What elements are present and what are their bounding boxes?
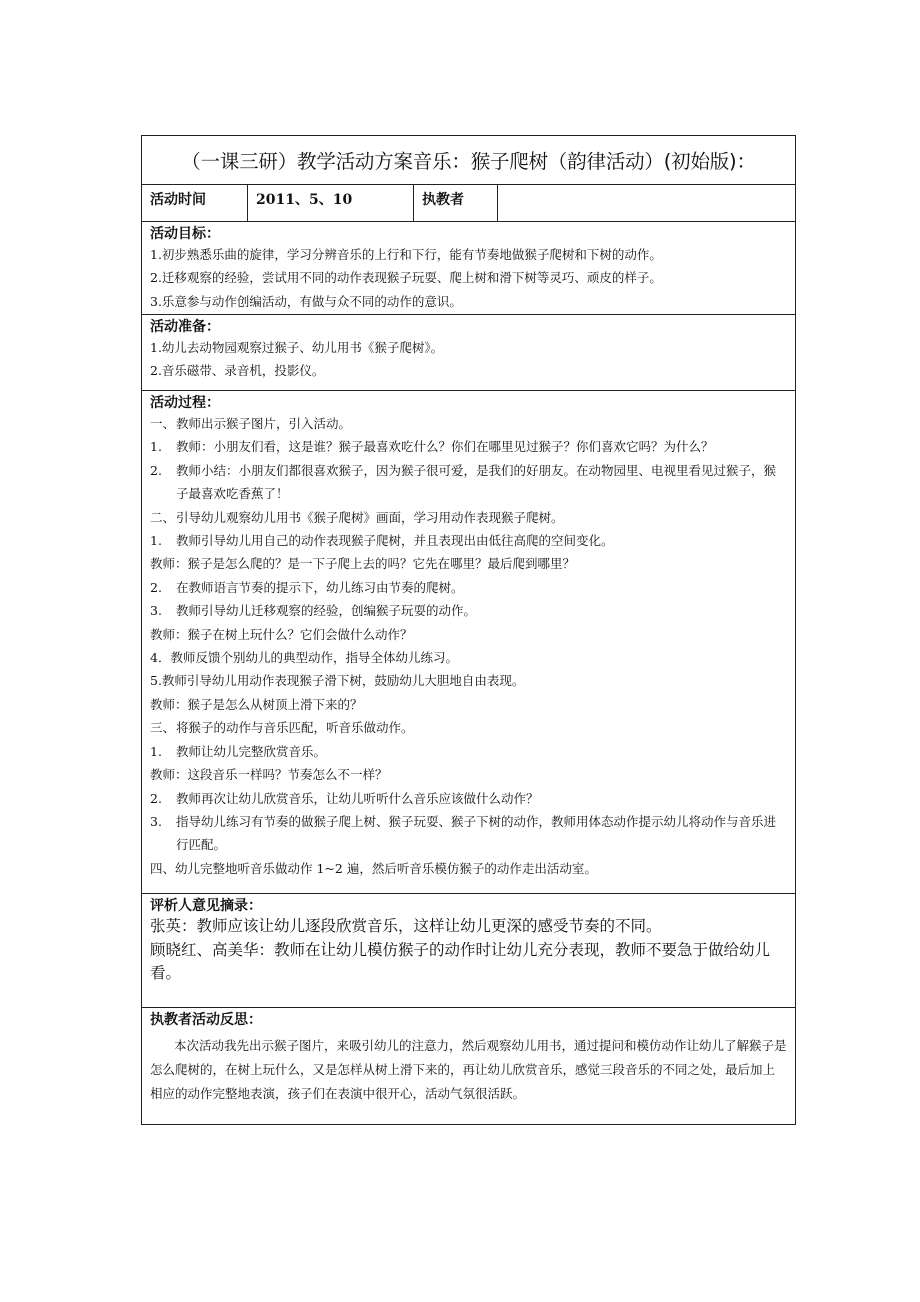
process-line: 5.教师引导幼儿用动作表现猴子滑下树，鼓励幼儿大胆地自由表现。 bbox=[150, 673, 525, 689]
process-line-text: 将猴子的动作与音乐匹配，听音乐做动作。 bbox=[176, 720, 414, 736]
process-line bbox=[150, 459, 787, 506]
comments-section bbox=[142, 894, 795, 1008]
prep-heading: 活动准备： bbox=[150, 319, 220, 335]
process-line-num: 2. bbox=[150, 462, 162, 478]
process-line-text: 在教师语言节奏的提示下，幼儿练习由节奏的爬树。 bbox=[176, 579, 464, 595]
process-line-text: 教师让幼儿完整欣赏音乐。 bbox=[176, 743, 327, 759]
process-line bbox=[150, 576, 787, 599]
process-line: 教师：猴子是怎么从树顶上滑下来的？ bbox=[150, 696, 363, 712]
process-line bbox=[150, 529, 787, 552]
comment-item: 张英：教师应该让幼儿逐段欣赏音乐，这样让幼儿更深的感受节奏的不同。 bbox=[150, 917, 662, 935]
process-line bbox=[150, 435, 787, 458]
teacher-value bbox=[498, 185, 795, 221]
process-line bbox=[150, 787, 787, 810]
process-line: 教师：猴子是怎么爬的？是一下子爬上去的吗？它先在哪里？最后爬到哪里？ bbox=[150, 556, 576, 572]
process-line-num: 2. bbox=[150, 579, 162, 595]
time-label: 活动时间 bbox=[142, 185, 248, 221]
time-value: 2011、5、10 bbox=[248, 185, 414, 221]
goals-heading: 活动目标： bbox=[150, 226, 220, 242]
prep-item: 2.音乐磁带、录音机，投影仪。 bbox=[150, 363, 325, 379]
goal-item: 1.初步熟悉乐曲的旋律，学习分辨音乐的上行和下行，能有节奏地做猴子爬树和下树的动作。 bbox=[150, 247, 662, 262]
process-line: 四、幼儿完整地听音乐做动作 1~2 遍，然后听音乐模仿猴子的动作走出活动室。 bbox=[150, 860, 597, 876]
process-line-num: 2. bbox=[150, 790, 162, 806]
goals-section bbox=[142, 222, 795, 315]
process-line-num: 三、 bbox=[150, 720, 176, 736]
process-line bbox=[150, 740, 787, 763]
process-line bbox=[150, 412, 787, 435]
process-line: 教师：这段音乐一样吗？节奏怎么不一样？ bbox=[150, 767, 388, 783]
goal-item: 2.迁移观察的经验，尝试用不同的动作表现猴子玩耍、爬上树和滑下树等灵巧、顽皮的样子。 bbox=[150, 270, 662, 286]
process-line-num: 1. bbox=[150, 743, 162, 759]
comments-heading: 评析人意见摘录： bbox=[150, 898, 262, 914]
process-line-text: 教师再次让幼儿欣赏音乐，让幼儿听听什么音乐应该做什么动作？ bbox=[176, 790, 539, 806]
process-line-text: 教师出示猴子图片，引入活动。 bbox=[176, 416, 352, 431]
reflection-section bbox=[142, 1008, 795, 1124]
process-line-num: 一、 bbox=[150, 416, 176, 431]
lesson-plan-table bbox=[141, 135, 796, 1125]
comment-item: 顾晓红、高美华：教师在让幼儿模仿猴子的动作时让幼儿充分表现，教师不要急于做给幼儿看。 bbox=[150, 940, 771, 982]
process-line-num: 1. bbox=[150, 439, 162, 455]
process-section bbox=[142, 391, 795, 894]
process-heading: 活动过程： bbox=[150, 395, 220, 411]
process-line: 教师：猴子在树上玩什么？它们会做什么动作？ bbox=[150, 626, 413, 642]
info-row bbox=[142, 185, 795, 222]
process-line: 4．教师反馈个别幼儿的典型动作，指导全体幼儿练习。 bbox=[150, 650, 458, 666]
reflection-heading: 执教者活动反思： bbox=[150, 1012, 262, 1028]
process-line-text: 教师：小朋友们看，这是谁？猴子最喜欢吃什么？你们在哪里见过猴子？你们喜欢它吗？为什么？ bbox=[176, 439, 714, 455]
process-line bbox=[150, 716, 787, 739]
goal-item: 3.乐意参与动作创编活动，有做与众不同的动作的意识。 bbox=[150, 293, 462, 309]
process-line-num: 二、 bbox=[150, 509, 176, 525]
prep-item: 1.幼儿去动物园观察过猴子、幼儿用书《猴子爬树》。 bbox=[150, 340, 444, 355]
process-line-num: 3. bbox=[150, 813, 162, 829]
teacher-label: 执教者 bbox=[414, 185, 498, 221]
process-line-num: 1. bbox=[150, 533, 162, 549]
process-line bbox=[150, 810, 787, 857]
process-line-text: 指导幼儿练习有节奏的做猴子爬上树、猴子玩耍、猴子下树的动作，教师用体态动作提示幼儿将动作与音乐进行匹配。 bbox=[176, 813, 777, 853]
process-line bbox=[150, 506, 787, 529]
process-line bbox=[150, 599, 787, 622]
page-title: （一课三研）教学活动方案音乐：猴子爬树（韵律活动）(初始版)： bbox=[142, 136, 795, 185]
process-line-text: 教师小结：小朋友们都很喜欢猴子，因为猴子很可爱，是我们的好朋友。在动物园里、电视里看见过猴子，猴子最喜欢吃香蕉了！ bbox=[176, 462, 777, 502]
process-line-text: 引导幼儿观察幼儿用书《猴子爬树》画面，学习用动作表现猴子爬树。 bbox=[176, 509, 564, 525]
process-line-num: 3. bbox=[150, 603, 162, 619]
prep-section bbox=[142, 315, 795, 391]
reflection-text: 本次活动我先出示猴子图片，来吸引幼儿的注意力，然后观察幼儿用书，通过提问和模仿动作让幼儿了解猴子是怎么爬树的，在树上玩什么，又是怎样从树上滑下来的，再让幼儿欣赏音乐，感觉三段音乐的不同之处，最后加上相应的动作完整地表演，孩子们在表演中很开心，活动气氛很活跃。 bbox=[150, 1038, 787, 1101]
process-line-text: 教师引导幼儿迁移观察的经验，创编猴子玩耍的动作。 bbox=[176, 603, 477, 619]
process-line-text: 教师引导幼儿用自己的动作表现猴子爬树，并且表现出由低往高爬的空间变化。 bbox=[176, 533, 614, 549]
